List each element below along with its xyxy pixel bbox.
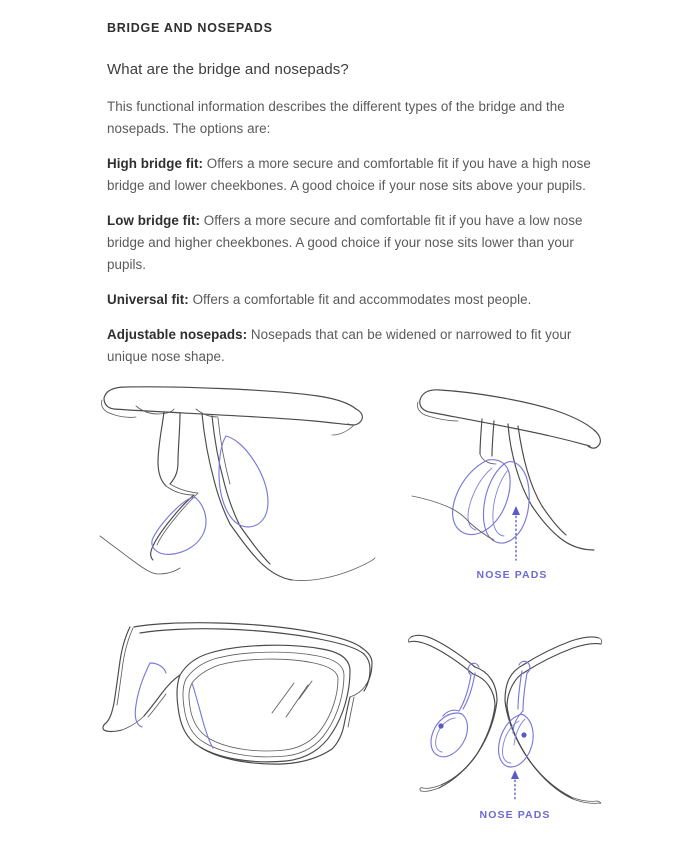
article-content (107, 19, 599, 381)
option-term: High bridge fit: (107, 156, 204, 171)
callout-label-nose-pads: NOSE PADS (476, 569, 548, 581)
illustration-grid (0, 368, 700, 850)
option-term: Low bridge fit: (107, 213, 200, 228)
option-high-bridge-fit (107, 153, 599, 197)
option-low-bridge-fit (107, 210, 599, 276)
option-description: Nosepads that can be widened or narrowed to fit your unique nose shape. (107, 327, 572, 364)
option-description: Offers a more secure and comfortable fit if you have a low nose bridge and higher cheekbones. A good choice if your nose sits lower than your pupils. (107, 213, 583, 272)
low-bridge-fit-diagram (412, 378, 612, 586)
page-title: BRIDGE AND NOSEPADS (107, 21, 273, 35)
option-term: Universal fit: (107, 292, 189, 307)
universal-fit-diagram (100, 613, 375, 773)
option-term: Adjustable nosepads: (107, 327, 248, 342)
option-adjustable-nosepads (107, 324, 599, 368)
option-description: Offers a more secure and comfortable fit if you have a high nose bridge and lower cheekbones. A good choice if your nose sits above your pupils. (107, 156, 591, 193)
section-heading: What are the bridge and nosepads? (107, 61, 349, 78)
option-universal-fit (107, 289, 599, 311)
high-bridge-fit-diagram (100, 376, 375, 571)
callout-label-nose-pads: NOSE PADS (479, 809, 551, 821)
adjustable-nosepads-diagram (405, 613, 615, 823)
option-description: Offers a comfortable fit and accommodates most people. (188, 292, 532, 307)
intro-paragraph: This functional information describes the different types of the bridge and the nosepads. The options are: (107, 99, 565, 136)
